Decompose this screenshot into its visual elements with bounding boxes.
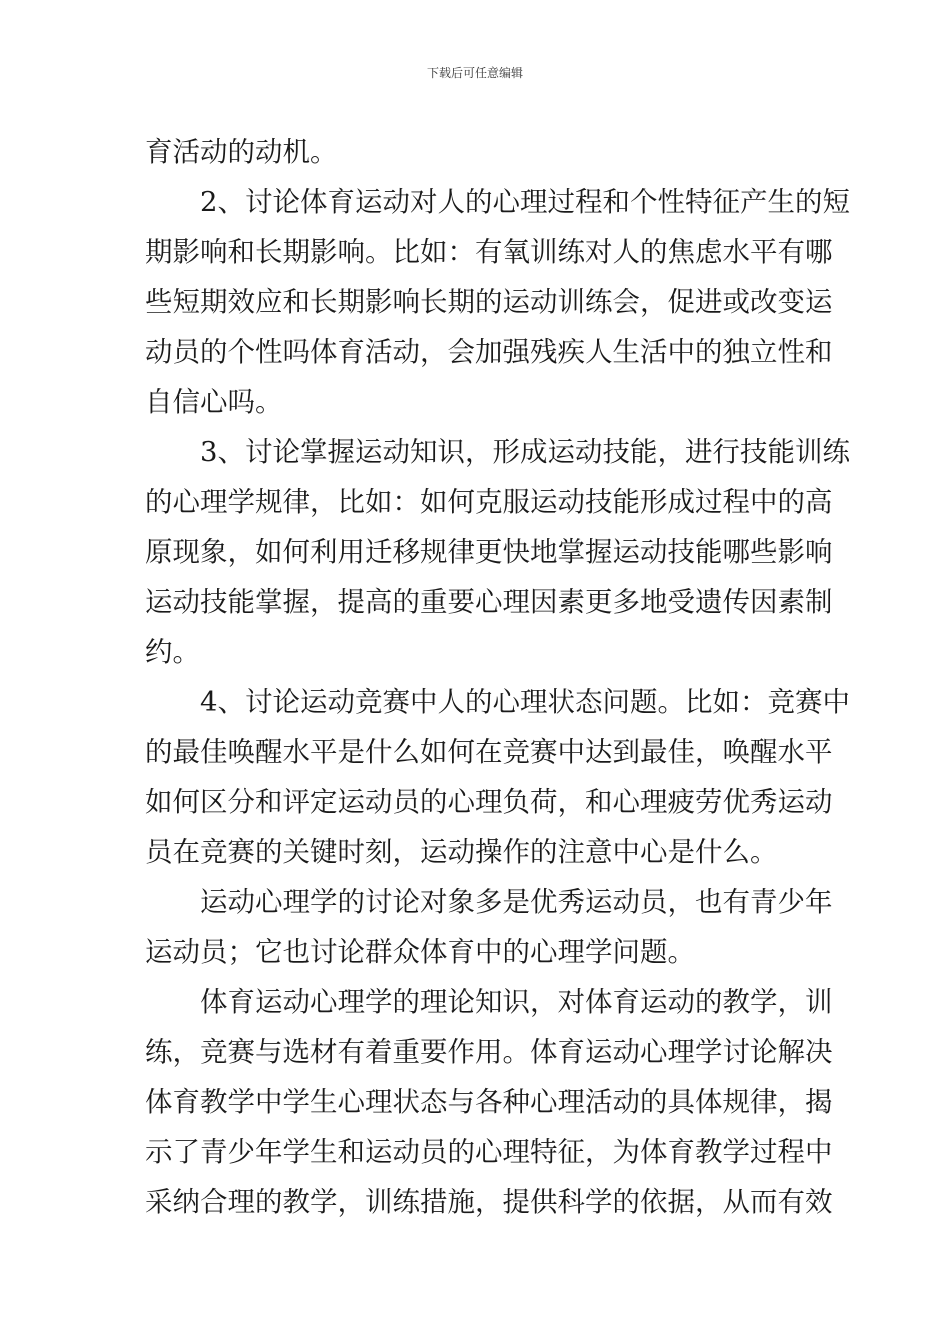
- text-line: 约。: [145, 636, 200, 668]
- text-line: 的心理学规律，比如：如何克服运动技能形成过程中的高: [145, 486, 833, 518]
- text-line: 期影响和长期影响。比如：有氧训练对人的焦虑水平有哪: [145, 236, 833, 268]
- text-line: 运动心理学的讨论对象多是优秀运动员，也有青少年: [200, 886, 833, 918]
- text-line: 动员的个性吗体育活动，会加强残疾人生活中的独立性和: [145, 336, 833, 368]
- text-line: 体育运动心理学的理论知识，对体育运动的教学，训: [200, 986, 833, 1018]
- text-line: 些短期效应和长期影响长期的运动训练会，促进或改变运: [145, 286, 833, 318]
- text-line: 自信心吗。: [145, 386, 283, 418]
- text-line: 如何区分和评定运动员的心理负荷，和心理疲劳优秀运动: [145, 786, 833, 818]
- text-line: 示了青少年学生和运动员的心理特征，为体育教学过程中: [145, 1136, 833, 1168]
- text-line: 育活动的动机。: [145, 136, 338, 168]
- text-line: 运动技能掌握，提高的重要心理因素更多地受遗传因素制: [145, 586, 833, 618]
- text-line: 员在竞赛的关键时刻，运动操作的注意中心是什么。: [145, 836, 778, 868]
- text-line: 4、讨论运动竞赛中人的心理状态问题。比如：竞赛中: [200, 686, 850, 718]
- text-line: 2、讨论体育运动对人的心理过程和个性特征产生的短: [200, 186, 850, 218]
- text-line: 练，竞赛与选材有着重要作用。体育运动心理学讨论解决: [145, 1036, 833, 1068]
- text-line: 运动员；它也讨论群众体育中的心理学问题。: [145, 936, 695, 968]
- page-header: 下载后可任意编辑: [426, 66, 523, 80]
- text-line: 采纳合理的教学，训练措施，提供科学的依据，从而有效: [145, 1186, 833, 1218]
- text-line: 的最佳唤醒水平是什么如何在竞赛中达到最佳，唤醒水平: [145, 736, 833, 768]
- text-line: 原现象，如何利用迁移规律更快地掌握运动技能哪些影响: [145, 536, 833, 568]
- text-line: 体育教学中学生心理状态与各种心理活动的具体规律，揭: [145, 1086, 833, 1118]
- text-line: 3、讨论掌握运动知识，形成运动技能，进行技能训练: [200, 436, 850, 468]
